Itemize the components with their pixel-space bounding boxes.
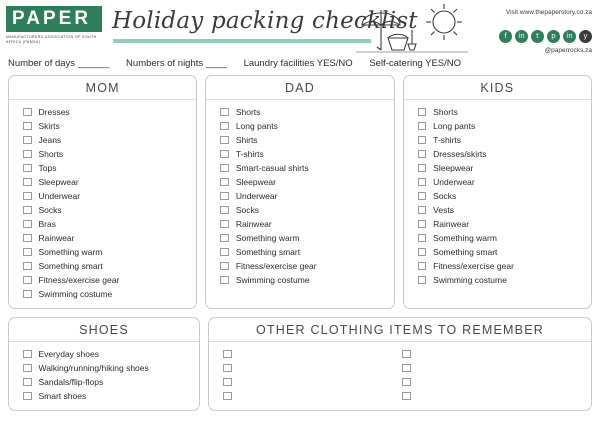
- card-title-dad: DAD: [206, 81, 393, 100]
- checkbox[interactable]: [23, 248, 32, 257]
- instagram-icon[interactable]: in: [515, 30, 528, 43]
- checkbox[interactable]: [402, 350, 411, 359]
- nights-field-label[interactable]: Numbers of nights ____: [126, 58, 227, 69]
- logo: [6, 6, 102, 50]
- logo-wordmark: PAPER: [6, 6, 102, 32]
- item-label: Vests: [433, 205, 454, 215]
- checkbox[interactable]: [220, 150, 229, 159]
- checkbox[interactable]: [418, 136, 427, 145]
- list-item[interactable]: [418, 245, 591, 259]
- item-label: Everyday shoes: [38, 349, 99, 359]
- item-label: Dresses/skirts: [433, 149, 487, 159]
- checkbox[interactable]: [418, 164, 427, 173]
- checkbox[interactable]: [220, 262, 229, 271]
- item-label: Sleepwear: [235, 177, 276, 187]
- list-item[interactable]: [220, 203, 393, 217]
- checkbox[interactable]: [223, 364, 232, 373]
- card-title-kids: KIDS: [404, 81, 591, 100]
- list-item[interactable]: [418, 175, 591, 189]
- checklist-card-row: [0, 75, 600, 309]
- item-label: Something warm: [433, 233, 497, 243]
- checkbox[interactable]: [23, 122, 32, 131]
- list-item[interactable]: [418, 231, 591, 245]
- item-list-dad: [206, 105, 393, 287]
- checkbox[interactable]: [23, 164, 32, 173]
- checkbox[interactable]: [418, 234, 427, 243]
- checkbox[interactable]: [418, 192, 427, 201]
- list-item[interactable]: [23, 259, 196, 273]
- item-label: Smart shoes: [38, 391, 87, 401]
- checkbox[interactable]: [220, 178, 229, 187]
- list-item[interactable]: [220, 231, 393, 245]
- item-list-shoes: [9, 347, 199, 403]
- item-label: Walking/running/hiking shoes: [38, 363, 149, 373]
- card-shoes: [8, 317, 200, 411]
- list-item[interactable]: [418, 105, 591, 119]
- card-title-other: OTHER CLOTHING ITEMS TO REMEMBER: [209, 323, 591, 342]
- checkbox[interactable]: [418, 276, 427, 285]
- item-label: Swimming costume: [235, 275, 310, 285]
- item-label: Long pants: [433, 121, 476, 131]
- list-item[interactable]: [220, 175, 393, 189]
- checkbox[interactable]: [418, 206, 427, 215]
- checkbox[interactable]: [23, 192, 32, 201]
- checkbox[interactable]: [220, 164, 229, 173]
- list-item[interactable]: [402, 389, 581, 403]
- checkbox[interactable]: [220, 220, 229, 229]
- card-title-shoes: SHOES: [9, 323, 199, 342]
- checkbox[interactable]: [418, 178, 427, 187]
- list-item[interactable]: [23, 203, 196, 217]
- item-label: Rainwear: [433, 219, 470, 229]
- checkbox[interactable]: [223, 378, 232, 387]
- item-label: Sleepwear: [433, 163, 474, 173]
- item-label: Swimming costume: [433, 275, 507, 285]
- list-item[interactable]: [223, 389, 402, 403]
- item-label: Smart-casual shirts: [235, 163, 309, 173]
- list-item[interactable]: [402, 361, 581, 375]
- logo-subtitle: MANUFACTURERS ASSOCIATION OF SOUTH AFRICA (PAMSA): [6, 35, 97, 45]
- checkbox[interactable]: [23, 150, 32, 159]
- card-dad: [205, 75, 394, 309]
- other-items-columns: [209, 347, 591, 403]
- laundry-field-label[interactable]: Laundry facilities YES/NO: [243, 58, 353, 69]
- list-item[interactable]: [220, 273, 393, 287]
- twitter-icon[interactable]: t: [531, 30, 544, 43]
- item-label: Fitness/exercise gear: [433, 261, 514, 271]
- item-label: Something smart: [433, 247, 498, 257]
- checkbox[interactable]: [23, 206, 32, 215]
- checkbox[interactable]: [220, 122, 229, 131]
- card-kids: [403, 75, 592, 309]
- item-label: Tops: [38, 163, 57, 173]
- checkbox[interactable]: [223, 392, 232, 401]
- item-label: Something warm: [38, 247, 103, 257]
- list-item[interactable]: [220, 161, 393, 175]
- list-item[interactable]: [23, 231, 196, 245]
- social-handle: @paperrocks.za: [544, 47, 592, 54]
- item-label: Skirts: [38, 121, 60, 131]
- item-label: Fitness/exercise gear: [38, 275, 120, 285]
- list-item[interactable]: [23, 147, 196, 161]
- item-label: Something smart: [235, 247, 301, 257]
- list-item[interactable]: [23, 133, 196, 147]
- checkbox[interactable]: [220, 276, 229, 285]
- item-label: Underwear: [235, 191, 278, 201]
- list-item[interactable]: [418, 203, 591, 217]
- list-item[interactable]: [418, 217, 591, 231]
- checkbox[interactable]: [220, 136, 229, 145]
- list-item[interactable]: [23, 119, 196, 133]
- card-other-items: [208, 317, 592, 411]
- contact-info: [506, 8, 592, 18]
- checkbox[interactable]: [220, 206, 229, 215]
- item-label: Socks: [235, 205, 259, 215]
- list-item[interactable]: [402, 347, 581, 361]
- list-item[interactable]: [220, 119, 393, 133]
- checkbox[interactable]: [418, 248, 427, 257]
- item-label: Shorts: [235, 107, 261, 117]
- list-item[interactable]: [23, 189, 196, 203]
- list-item[interactable]: [220, 245, 393, 259]
- checkbox[interactable]: [23, 136, 32, 145]
- website-text: Visit www.thepaperstory.co.za: [505, 9, 592, 16]
- list-item[interactable]: [418, 147, 591, 161]
- item-label: Socks: [433, 191, 457, 201]
- list-item[interactable]: [418, 133, 591, 147]
- card-title-mom: MOM: [9, 81, 196, 100]
- facebook-icon[interactable]: f: [499, 30, 512, 43]
- beach-doodle-illustration: [348, 0, 474, 54]
- list-item[interactable]: [223, 347, 402, 361]
- checkbox[interactable]: [23, 392, 32, 401]
- item-label: Jeans: [38, 135, 62, 145]
- checkbox[interactable]: [23, 364, 32, 373]
- list-item[interactable]: [23, 175, 196, 189]
- catering-field-label[interactable]: Self-catering YES/NO: [369, 58, 462, 69]
- youtube-icon[interactable]: y: [579, 30, 592, 43]
- checkbox[interactable]: [23, 276, 32, 285]
- item-label: T-shirts: [235, 149, 264, 159]
- checkbox[interactable]: [23, 178, 32, 187]
- list-item[interactable]: [418, 119, 591, 133]
- checkbox[interactable]: [220, 234, 229, 243]
- list-item[interactable]: [220, 259, 393, 273]
- item-label: Rainwear: [235, 219, 272, 229]
- item-label: Underwear: [38, 191, 81, 201]
- checkbox[interactable]: [402, 364, 411, 373]
- list-item[interactable]: [23, 361, 199, 375]
- list-item[interactable]: [418, 161, 591, 175]
- item-list-mom: [9, 105, 196, 301]
- checkbox[interactable]: [418, 108, 427, 117]
- list-item[interactable]: [220, 105, 393, 119]
- top-form-line: [8, 58, 600, 69]
- item-label: Shorts: [38, 149, 64, 159]
- other-items-right-column: [402, 347, 581, 403]
- pinterest-icon[interactable]: p: [547, 30, 560, 43]
- item-label: Shorts: [433, 107, 458, 117]
- checkbox[interactable]: [220, 248, 229, 257]
- checklist-bottom-row: [0, 309, 600, 411]
- page-header: [0, 0, 600, 56]
- checkbox[interactable]: [23, 350, 32, 359]
- checkbox[interactable]: [23, 108, 32, 117]
- item-label: Bras: [38, 219, 56, 229]
- list-item[interactable]: [418, 259, 591, 273]
- checkbox[interactable]: [23, 234, 32, 243]
- list-item[interactable]: [23, 287, 196, 301]
- days-field-label[interactable]: Number of days ______: [8, 58, 110, 69]
- checkbox[interactable]: [23, 290, 32, 299]
- checkbox[interactable]: [223, 350, 232, 359]
- item-label: Sleepwear: [38, 177, 79, 187]
- checkbox[interactable]: [418, 262, 427, 271]
- list-item[interactable]: [220, 217, 393, 231]
- item-label: Something warm: [235, 233, 300, 243]
- list-item[interactable]: [223, 361, 402, 375]
- item-label: Fitness/exercise gear: [235, 261, 317, 271]
- item-label: Something smart: [38, 261, 103, 271]
- list-item[interactable]: [220, 147, 393, 161]
- checkbox[interactable]: [402, 378, 411, 387]
- list-item[interactable]: [220, 189, 393, 203]
- checkbox[interactable]: [220, 108, 229, 117]
- list-item[interactable]: [23, 389, 199, 403]
- list-item[interactable]: [23, 105, 196, 119]
- list-item[interactable]: [23, 347, 199, 361]
- item-label: Sandals/flip-flops: [38, 377, 104, 387]
- item-label: Dresses: [38, 107, 70, 117]
- title-underline: [113, 39, 371, 43]
- other-items-left-column: [223, 347, 402, 403]
- list-item[interactable]: [418, 189, 591, 203]
- item-label: Rainwear: [38, 233, 75, 243]
- checkbox[interactable]: [23, 378, 32, 387]
- list-item[interactable]: [223, 375, 402, 389]
- item-label: Socks: [38, 205, 62, 215]
- list-item[interactable]: [402, 375, 581, 389]
- checkbox[interactable]: [418, 122, 427, 131]
- social-icons: [499, 30, 592, 43]
- item-label: Shirts: [235, 135, 258, 145]
- item-label: T-shirts: [433, 135, 462, 145]
- item-label: Swimming costume: [38, 289, 113, 299]
- checkbox[interactable]: [418, 220, 427, 229]
- checkbox[interactable]: [23, 262, 32, 271]
- item-label: Long pants: [235, 121, 278, 131]
- checkbox[interactable]: [402, 392, 411, 401]
- list-item[interactable]: [23, 217, 196, 231]
- item-label: Underwear: [433, 177, 475, 187]
- checkbox[interactable]: [220, 192, 229, 201]
- checkbox[interactable]: [418, 150, 427, 159]
- list-item[interactable]: [23, 245, 196, 259]
- linkedin-icon[interactable]: in: [563, 30, 576, 43]
- list-item[interactable]: [418, 273, 591, 287]
- card-mom: [8, 75, 197, 309]
- page-title: Holiday packing checklist: [112, 8, 418, 34]
- checkbox[interactable]: [23, 220, 32, 229]
- list-item[interactable]: [23, 273, 196, 287]
- item-list-kids: [404, 105, 591, 287]
- list-item[interactable]: [23, 375, 199, 389]
- list-item[interactable]: [220, 133, 393, 147]
- list-item[interactable]: [23, 161, 196, 175]
